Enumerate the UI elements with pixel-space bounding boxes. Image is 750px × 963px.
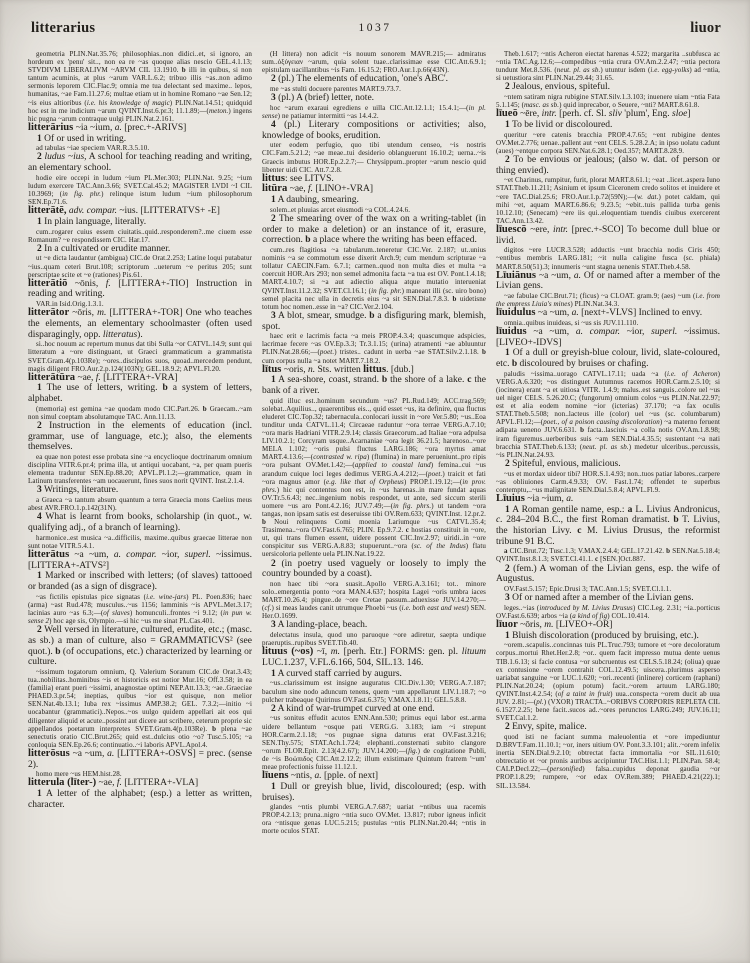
citation-block: ~et Charinus, rumpitur, furit, plorat MART.8.61.1; ~eat ..licet..aspera Iuno STAT.Theb.11.211; Asinium et ipsum Ciceronem credo solitos et inuidere et ~ere TAC.Dial.25.6; FRO.Aur.1.p.72(59N);—(w. dat.) potet caldam, qui mihi ~et, aquam MART.6.86.6; 9.23.5; ~ebit..tuis pallida turba genis 10.12.10; (Senecam) ~ere iis qui..eloquentiam tuendis ciuibus exercerent TAC.Ann.13.42.: [496, 176, 720, 225]
running-header: [0, 0, 750, 44]
definition-block: 1 Dull or greyish blue, livid, discoloured; (esp. with bruises).: [262, 781, 486, 803]
column-3: [496, 50, 720, 960]
definition-block: 4 (pl.) Literary compositions or activities; also, knowledge of books, erudition.: [262, 119, 486, 141]
entry-litteratura: litterātūra ~ae, f. [LITTERA+-VRA]: [28, 371, 178, 383]
citation-block: quod isti ne faciant summa maleuolentia et ~ore impediuntur D.BRVT.Fam.11.10.1; ~or, iners uitium OV. Pont.3.3.101; alit..~orem infelix inertia SEN.Dial.9.2.10; obtrectat facta immortalia ~or SIL.11.610; obtrectatio et ~or pronis auribus accipiuntur TAC.Hist.1.1; PLIN.Pan. 58.4; CALP.Decl.22;—(personified) falsa..cupidus deponat gaudia ~or PROP.1.8.29; rumpere, ~or edax OV.Rem.389; PHAED.4.21(22).1; SIL.13.584.: [496, 732, 720, 790]
definition-block: 1 Marked or inscribed with letters; (of slaves) tattooed or branded (as a sign of disgrace).: [28, 571, 252, 593]
citation-block: a Graeca ~a tantum absum quantum a terra Graecia mons Caelius meus abest AVR.FRO.1.p.142(31N).: [28, 496, 252, 513]
entry-litterosus: litterōsus ~a ~um, a. [LITTERA+-OSVS] = prec. (sense 2).: [28, 747, 252, 770]
entry-liuianus: Līuiānus ~a ~um, a. Of or named after a member of the Livian gens.: [496, 269, 720, 292]
column-2: [262, 50, 486, 960]
definition-block: 3 A landing-place, beach.: [271, 620, 368, 631]
citation-block: digitos ~ere LUCR.3.528; adductis ~unt bracchia nodis Ciris 450; ~entibus membris LARG.181; ~it nulla caligine fusca (sc. phiala) MART.8.50(51).3; innumeris ~unt stagna uenenis STAT.Theb.4.58.: [496, 246, 720, 271]
definition-block: 2 Well versed in literature, cultured, erudite, etc.; (masc. as sb.) a man of culture, also = GRAMMATICVS² (see quot.). b (of occupations, etc.) characterized by learning or culture.: [28, 625, 252, 668]
citation-block: leges..~ias (introduced by M. Livius Drusus) CIC.Leg. 2.31; ~ia..porticus OV.Fast.6.639; arbos ~ia (a kind of fig) COL.10.414.: [496, 603, 720, 620]
citation-block: harmonice..est musica ~a..difficilis, maxime..quibus graecae litterae non sunt notae VITR.5.4.1.: [28, 533, 252, 550]
definition-block: 1 A sea-shore, coast, strand. b the shore of a lake. c the bank of a river.: [262, 375, 486, 396]
citation-block: queritur ~ere catenis bracchia PROP.4.7.65; ~ent rubigine dentes OV.Met.2.776; uenae..pallent aut ~ent CELS. 5.28.2.A; in ipso uolatu cadunt (aues) ~entque corpora SEN.Nat.6.28.1; Oed.357; MART.8.28.9.: [496, 130, 720, 155]
citation-block: glandes ~ntis plumbi VERG.A.7.687; uariat ~ntibus uua racemis PROP.4.2.13; pruna..nigro ~ntia suco OV.Met. 13.817; rubor igneus inficit ora ~ntisque genas LUC.5.215; pustulas ~ntis PLIN.Nat.20.44; ~ntis in morte oculos STAT.: [262, 803, 486, 836]
definition-block: 3 A blot, smear, smudge. b a disfiguring mark, blemish, spot.: [262, 310, 486, 332]
entry-liuens: līuens ~ntis, a. [pple. of next]: [262, 770, 379, 782]
definition-block: 1 A daubing, smearing.: [271, 195, 359, 206]
definition-block: 3 Writings, literature.: [37, 485, 119, 496]
column-1: [28, 50, 252, 960]
definition-block: 2 In a cultivated or erudite manner.: [37, 243, 171, 254]
citation-block: omnia..quibus inuideas, si ~us sis JUV.11.110.: [504, 318, 639, 327]
citation-block: ~as fictilis epistulas pice signatas (i.e. wine-jars) PL. Poen.836; haec (arma) ~ast Rud.478; musculus..~us 1156; lamminis ~is APVL.Met.3.17; lacinias auro ~as 6.3;—(of slaves) homunculi..frontes ~i 9.12; (in pun w. sense 2) hoc age sis, Olympio.—si hic ~us me sinat PL.Cas.401.: [28, 592, 252, 626]
citation-block: me ~as stulti docuere parentes MART.9.73.7.: [270, 84, 401, 93]
entry-litteratio: litterātiō ~ōnis, f. [LITTERA+-TIO] Instruction in reading and writing.: [28, 277, 252, 300]
definition-block: 1 To be livid or discoloured.: [505, 119, 613, 130]
citation-block: ~us et mordax uideor tibi? HOR.S.1.4.93; non..tuos patiar labores..carpere ~as obliuiones Carm.4.9.33; OV. Fast.1.74; offendet te superbus contemptu,..~us malignitate SEN.Dial.5.8.4; APVL.Fl.9.: [496, 469, 720, 494]
entry-lituus: lituus (~os) ~ī, m. [perh. Etr.] FORMS: gen. pl. lituum LUC.1.237, V.FL.6.166, 504, SIL.13. 146.: [262, 646, 486, 669]
citation-block: geometria PLIN.Nat.35.76; philosophias..non didici..et, si ignoro, an hordeum ex 'penu' sit.., non ea re ~as quoque alias nescio GEL.4.1.13; STVDIVM LIBERALIVM ~ARVM CIL 13.1910. b illi in quibus, si non tantum acuminis, at plus ~arum VAR.L.6.2; tribuo illis ~as..non adimo sermonis leporem CIC.Flac.9; omnia me tua delectant sed maxime.. lepos, humanitas, ~ae Fam.11.27.6; multae etiam ut in homine Romano ~ae Sen.12; ~is eius altioribus (i.e. his knowledge of magic) PLIN.Nat.14.51; quidquid hoc est in me indicium ~arum QVINT.Inst.6.pr.3; 11.1.89;—(meton.) ingens hic pugna ~arum contraque uulgi PLIN.Nat.2.161.: [28, 50, 252, 123]
definition-block: 1 The use of letters, writing. b a system of letters, alphabet.: [28, 383, 252, 405]
citation-block: ~orem..scapulis..concinnas tuis PL.Truc.793; tumore et ~ore decoloratum corpus..mortui Rhet.Her.2.8; ~or.. quem facit impresso mutua dente uenus TIB.1.6.13; si facie contusa ~or subcruentus est CELS.5.18.24; (oliua) quae ex contusione ~orem contrahit COL.12.49.5; uiscera..plurimus asperso uariabat sanguine ~or LUC.1.620; ~ori..recenti (inlinere) corticem (raphani) PLIN.Nat.20.24; (opium potum) facit..~orem artuum LARG.180; QVINT.Inst.4.2.54; (of a taint in fruit) uua..conspecta ~orem ducit ab uua JUV. 2.81;—(pl.) (VXOR) TRACTA..~ORIBVS CORPORIS REPLETA CIL 6.1527.2.25; bene facit..sucos ad..~ores perunctos LARG.249; JUV.16.11; SVET.Cal.1.2.: [496, 641, 720, 723]
entry-litteratus: litterātus ~a ~um, a. compar. ~ior, superl. ~issimus. [LITTERA+-ATVS²]: [28, 548, 252, 571]
definition-block: 1 A curved staff carried by augurs.: [271, 668, 402, 679]
entry-liuius: Līuius ~ia ~ium, a.: [496, 492, 574, 504]
citation-block: ~us..clarissimum est insigne auguratus CIC.Div.1.30; VERG.A.7.187; baculum sine nodo aduncum tenens, quem ~um appellarunt LIV.1.18.7; ~o pulcher trabeaque Quirinus OV.Fast.6.375; V.MAX.1.8.11; GEL.5.8.8.: [262, 679, 486, 704]
definition-block: 2 Instruction in the elements of education (incl. grammar, use of language, etc.); also, the elements themselves.: [28, 420, 252, 453]
citation-block: Theb.1.617; ~ntis Acheron eiectat harenas 4.522; margarita ..subfusca ac ~ntia TAC.Ag.12.6;—compedibus ~ntia crura OV.Am.2.2.47; ~ntia pectora tundunt Met.8.536. (neut. pl. as sb.) utuntur isdem (i.e. egg-yolks) ad ~ntia, si uetustiora sint PLIN.Nat.29.44; 31.65.: [496, 50, 720, 83]
definition-block: 4 What is learnt from books, scholarship (in quot., w. qualifying adj., of a branch of learning).: [28, 512, 252, 534]
entry-liueo: līueō ~ēre, intr. [perh. cf. Sl. sliv 'plum', Eng. sloe]: [496, 108, 691, 120]
definition-block: 2 (pl.) The elements of education, 'one's ABC'.: [271, 74, 448, 85]
definition-block: 1 A letter of the alphabet; (esp.) a letter as written, character.: [28, 789, 252, 810]
definition-block: 1 Of or used in writing.: [37, 133, 127, 144]
citation-block: uter eodem perfugio, quo tibi utendum censeo, ~is nostris CIC.Fam.5.21.2; ~ae meae..tui desiderio oblanguerunt 16.10.2; uerna..~is Graecis imbutus HOR.Ep.2.2.7;— Chrysippum..propter ~arum nescio quid libenter uidi CIC. Att.7.2.8.: [262, 141, 486, 174]
running-head-right: liuor: [690, 20, 721, 36]
entry-liuidulus: līuidulus ~a ~um, a. [next+-VLVS] Inclined to envy.: [496, 307, 703, 319]
entry-liuesco: līuescō ~ere, intr. [prec.+-SCO] To become dull blue or livid.: [496, 223, 720, 246]
citation-block: cum..rogarer cuius essem ciuitatis..quid..responderem?..me ciuem esse Romanum? ~e respondissem CIC. Har.17.: [28, 227, 252, 244]
citation-block: delectatus insula, quod uno paruoque ~ore adiretur, saepta undique praeruptis..rupibus SVET.Tib.40.: [262, 631, 486, 648]
citation-block: (H littera) non adicit ~is nouum sonorem MAVR.215;— admiratus sum..ὀξύγειαν ~arum, quia solent tuae..clarissimae esse CIC.Att.6.9.1; epistulam uacillantibus ~is Fam. 16.15.2; FRO.Aur.1.p.66(43N).: [262, 50, 486, 75]
citation-block: si..hoc nouum ac repertum munus dat tibi Sulla ~or CATVL.14.9; sunt qui litteratum a ~ore distinguant, ut Graeci grammaticum a grammatista SVET.Gram.4(p.103Re); ~ores..discipulos suos, quoad..mercedem pendunt, magis diligent FRO.Aur.2.p.124(103N); GEL.18.9.2; APVL.Fl.20.: [28, 340, 252, 373]
definition-block: 3 Of or named after a member of the Livian gens.: [505, 593, 694, 604]
entry-liuidus: līuidus ~a ~um, a. compar. ~ior, superl. ~issimus. [LIVEO+-IDVS]: [496, 326, 720, 348]
entry-litterator: litterātor ~ōris, m. [LITTERA+-TOR] One who teaches the elements, an elementary schoolmaster (often used disparagingly, opp. litteratus).: [28, 307, 252, 340]
entry-liuor: līuor ~ōris, m. [LIVEO+-OR]: [496, 618, 613, 630]
definition-block: 3 (pl.) A (brief) letter, note.: [271, 93, 375, 104]
running-head-left: litterarius: [31, 20, 96, 36]
citation-block: ~issimum togatorum omnium, Q. Valerium Soranum CIC.de Orat.3.43; tua..nobilitas..hominibus ~is et historicis est notior Mur.16; Off.3.58; in ea (familia) erant pueri ~issimi, anagnostae optimi NEP.Att.13.3; ~ae..Graeciae PHAED.3.pr.54; ineptias, quibus ~ior est quisque, non melior SEN.Nat.4b.13.1; Iuba rex ~issimus AMP.38.2; GEL. 7.3.2;—initio ~i uocabantur (grammatici)..Nepos..~os uulgo quidem appellari ait eos qui diligenter aliquid et acute..possint aut dicere aut scribere, ceterum proprie sic appellandos poetarum interpretes SVET.Gram.4(p.103Re). b plena ~ae senectutis oratio CIC.Brut.265; quid est..dulcius otio ~o? Tusc.5.105; ~a conloquia SEN.Ep.26.6; continuatio..~i laboris APVL.Apol.4.: [28, 667, 252, 749]
entry-litura: litūra ~ae, f. [LINO+-VRA]: [262, 183, 373, 195]
definition-block: 2 Spiteful, envious, malicious.: [505, 458, 621, 469]
xref-littus: littus: see LITVS.: [262, 172, 334, 184]
citation-block: (memoria) est gemina ~ae quodam modo CIC.Part.26. b Graecam..~am non simul coeptam absolutamque TAC. Ann.11.13.: [28, 404, 252, 421]
definition-block: 2 To be envious or jealous; (also w. dat. of person or thing envied).: [496, 154, 720, 176]
citation-block: a CIC.Brut.72; Tusc.1.3; V.MAX.2.4.4; GEL.17.21.42. b SEN.Nat.5.18.4; QVINT.Inst.8.1.3; SVET.Cl.41.1. c [SEN.]Oct.887.: [496, 547, 720, 564]
citation-block: ut ~e dicta laudantur (ambigua) CIC.de Orat.2.253; Latine loqui putabatur ~ius..quam ceteri Brut.108; scriptorum ..ueterum ~e peritus 205; sunt perscriptae scite et ~e (rationes) Pis.61.: [28, 254, 252, 279]
definition-block: 2 (in poetry used vaguely or loosely to imply the country bounded by a coast).: [262, 558, 486, 580]
citation-block: ~us sonitus effudit acutos ENN.Ann.530; primus equi labor est..arma uidere bellantum ~osque pati VERG.G. 3.183; iam ~i strepunt HOR.Carm.2.1.18; ~os pugnae signa daturus erat OV.Fast.3.216; SEN.Thy.575; STAT.Ach.1.724; elephanti..consternati subito clangore ~orum FLOR.Epit. 2.13(4.2.67); JUV.14.200;—(fig.) de cogitatione Publi, de ~is Βοώπιδος CIC.Att.2.12.2; illum existimare Quintum fratrem '~um' meae profectionis fuisse 11.12.1.: [262, 714, 486, 771]
entry-litterula: litterula (līter-) ~ae, f. [LITTERA+-VLA]: [28, 777, 199, 789]
citation-block: cum..res flagitiosa ~a tabularum..teneretur CIC.Ver. 2.187; ut..unius nominis ~a se commotum esse dixerit Arch.9; cum mendum scripturae ~a tollatur CAECIN.Fam. 6.7.1; carmen..quod non multa dies et multa ~a coercuit HOR.Ars 293; non semel admonita facta ~a tua est OV. Pont.1.4.18; MART.4.10.7; si ~a aut adiectio aliqua atque mutatio interueniat QVINT.Inst.11.2.32; SVET.Cl.16.1; (in fig. phr.) maneant illi (sc. uiro bono) semel placita nec ulla in decretis eius ~a sit SEN.Dial.7.8.3. b uidetisne totum hoc nomen..esse in ~a? CIC.Ver.2.104.: [262, 246, 486, 311]
citation-block: haec erit e lacrimis facta ~a meis PROP.4.3.4; quascumque adspicies, lacrimae fecere ~as OV.Ep.3.3; Tr.3.1.15; (urina) atramenti ~ae abluuntur PLIN.Nat.28.66;—(poet.) tristes.. cadunt in uerba ~ae STAT.Silv.2.1.18. b cum corpus nulla ~a notet MART.7.18.2.: [262, 332, 486, 365]
definition-block: 1 A Roman gentile name, esp.: a L. Livius Andronicus, c. 284–204 B.C., the first Roman dramatist. b T. Livius, the historian Livy. c M. Livius Drusus, the reformist tribune 91 B.C.: [496, 504, 720, 547]
citation-block: ad tabulas ~iae speciem VAR.R.3.5.10.: [36, 144, 150, 153]
citation-block: hodie eire occepi in ludum ~ium PL.Mer.303; PLIN.Nat. 9.25; ~ium ludum exercere TAC.Ann.3.66; SVET.Cal.45.2; MAGISTER LVDI ~I CIL 10.3969; (in fig. phr.) relinque istum ludum ~ium philosophorum SEN.Ep.71.6.: [28, 173, 252, 207]
page-number: 1037: [358, 22, 392, 34]
citation-block: hoc ~arum exaraui egrediens e uilla CIC.Att.12.1.1; 15.4.1;—(in pl. sense) ne patiamur intermitti ~as 14.4.2.: [262, 103, 486, 120]
citation-block: homo mere ~us HEM.hist.28.: [36, 770, 122, 779]
citation-block: quid illuc est..hominum secundum ~us? PL.Rud.149; ACC.trag.569; solebat..Aquilius.., quaerentibus eis.., quid esset ~us, ita definire, qua fluctus eluderet CIC.Top.32; tabernacula..conlocari iussit in ~ore Ver.5.80; ~us..Eoa tunditur unda CATVL.11.4; Circaeae raduntur ~ora terrae VERG.A.7.10; ~ora maris Hadriani VITR.2.9.14; classis Graecorum..ad Italiae ~ora adpulsa LIV.10.2.1; Corcyram usque..Acarnaniae ~ora legit 36.21.5; harenoso..~ore MELA 1.102; ~oris pulsi fluctus LARG.186; ~ora myrtus amat MART.4.13.6;—(contrasted w. ripa) (flumina) in mare perueniunt..pro ripis ~ora pulsant OV.Met.1.42;—(applied to coastal land) femina..cui ~us arandum cuique loci leges dedimus VERG.A.4.212;—(poet.) traicit et fati ~ora magnus amor (e.g. like that of Orpheus) PROP.1.19.12;—(in prov. phrs.) hic qui contentus non est, in ~us harenas..in mare fundat aquas OV.Tr.5.6.43; nec..ingenium nobis respondet, ut ante, sed siccum sterili uomere ~us aro Pont.4.2.16; JUV.7.49;—(in fig. phrs.) ut tandem ~ora tangas, non ipsam satis est deseruisse tibi OV.Rem.633; QVINT.Inst. 12.pr.2. b Noui relinquens Comi moenia Lariumque ~us CATVL.35.4; Trasimena..~ora OV.Fast.6.765; PLIN. Ep.9.7.2. c hostias constituit in ~ore, ut, qui trans flumen essent, uidere possent CIC.Inv.2.97; uiridi..in ~ore conspicitur sus VERG.A.8.83; stupuerunt..~ora (sc. of the Indus) flatu uersicoloria pellente uela PLIN.Nat.19.22.: [262, 396, 486, 559]
citation-block: solem..et pluuias arcet eiusmodi ~a COL.4.24.6.: [270, 205, 411, 214]
definition-block: 2 Envy, spite, malice.: [505, 722, 587, 733]
citation-block: OV.Fast.5.157; Epic.Drusi 3; TAC.Ann.1.5; SVET.Cl.1.1.: [504, 584, 672, 593]
definition-block: 2 (fem.) A woman of the Livian gens, esp. the wife of Augustus.: [496, 563, 720, 585]
definition-block: 1 Bluish discoloration (produced by bruising, etc.).: [505, 630, 699, 641]
citation-block: paludis ~issima..uorago CATVL.17.11; uada ~a (i.e. of Acheron) VERG.A.6.320; ~os distinguet Autumnus racemos HOR.Carm.2.5.10; si (iocinera) erant ~a et uitiosa VITR. 1.4.9; malus..est sanguis..colore uel ~us uel niger CELS. 5.26.20.C; (fungorum) omnium colos ~us PLIN.Nat.22.97; est et alia eodem nomine ~ior (icterias) 37.170; ~a fax oculis STAT.Theb.5.508; non..lacteus ille (color) uel ~us (sc. columbarum) APVL.Fl.12;—(poet., of a poison causing discoloration) ~a materno feruent adipata ueneno JUV.6.631. b facta..lasciuis ~a colla notis OV.Am.1.8.98; iram figuremus..uerberibus suis ~am SEN.Dial.4.35.5; sustentant ~a nati bracchia STAT.Theb.6.133; (neut. pl. as sb.) medetur ulceribus..percussis, ~is PLIN.Nat.24.93.: [496, 369, 720, 459]
definition-block: 1 Of a dull or greyish-blue colour, livid, slate-coloured, etc. b discoloured by bruises or chafing.: [496, 348, 720, 370]
citation-block: ~ntem satiram nigra rubigine STAT.Silv.1.3.103; inuenere uiam ~ntia Fata 5.1.145; (masc. as sb.) quid inprecabor, o Seuere, ~nti? MART.8.61.8.: [496, 93, 720, 110]
definition-block: 2 ludus ~ius, A school for teaching reading and writing, an elementary school.: [28, 152, 252, 174]
entry-litterarius: litterārius ~ia ~ium, a. [prec.+-ARIVS]: [28, 121, 187, 133]
citation-block: ~ae fabulae CIC.Brut.71; (ficus) ~a CLOAT. gram.9; (aes) ~um (i.e. from the empress Liuia's mines) PLIN.Nat.34.3.: [496, 292, 720, 309]
definition-block: 2 Jealous, envious, spiteful.: [505, 82, 611, 93]
citation-block: non haec tibi ~ora suasit..Apollo VERG.A.3.161; tot.. minore solo..emergentia ponto ~ora MAN.4.637; hospita Lagei ~oris umbra iaces MART.10.26.4; pingue..de ~ore Cretae passum..aduexisse JUV.14.270;—(cf.) si meas laudes canit utrumque Phoebi ~us (i.e. both east and west) SEN. Her.O.1699.: [262, 579, 486, 621]
citation-block: VAR.in Isid.Orig.1.3.1.: [36, 300, 104, 309]
citation-block: ea quae non potest esse probata sine ~a encyclioque doctrinarum omnium disciplina VITR.6.pr.4; prima illa, ut antiqui uocabant, ~a, per quam pueris elementa traduntur SEN.Ep.88.20; APVL.Pl.1.2;—grammatice, quam in Latinum transferentes ~am uocauerunt, fines suos norit QVINT. Inst.2.1.4.: [28, 453, 252, 486]
text-columns: [0, 44, 750, 960]
entry-litterate: litterātē, adv. compar. ~ius. [LITTERATVS+ -E]: [28, 205, 220, 217]
definition-block: 2 The smearing over of the wax on a writing-tablet (in order to make a deletion) or an instance of it, erasure, correction. b a place where the writing has been effaced.: [262, 213, 486, 246]
entry-litus: lītus ~oris, n. Sts. written littus. [dub.]: [262, 363, 414, 375]
definition-block: 2 A kind of war-trumpet curved at one end.: [271, 703, 435, 714]
definition-block: 1 In plain language, literally.: [37, 216, 147, 227]
